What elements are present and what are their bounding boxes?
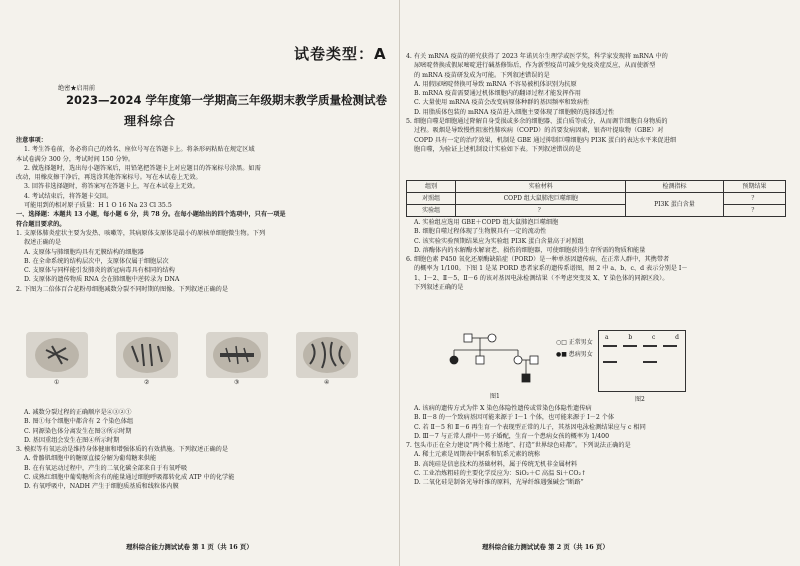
subject-title: 理科综合 [124, 114, 177, 128]
q6-line: 1、Ⅰ－2、Ⅱ－5、Ⅱ－6 的该对基因电泳检测结果（不考虑突变及 X、Y 染色体的同源区段）。 [414, 274, 669, 282]
q2-stem: 2. 下图为二倍体百合花粉母细胞减数分裂不同时期的图像。下列叙述正确的是 [16, 285, 229, 293]
note-line: 可能用到的相对原子质量：H 1 O 16 Na 23 Cl 35.5 [24, 202, 172, 210]
pedigree-male [530, 356, 538, 364]
pedigree-male [464, 334, 472, 342]
q7-option-a: A. 稀土元素是周期表中铜系和钪系元素的统称 [414, 451, 540, 459]
gel-lane-label: b [628, 334, 633, 341]
q7-stem: 7. 包头市正在全力建设“两个稀土基地”、打造“世界绿色硅都”。下列说法正确的是 [406, 442, 631, 450]
table-cell: COPD 组大鼠肺泡巨噬细胞 [456, 193, 626, 205]
table-header: 组别 [407, 181, 456, 193]
gel-band [643, 361, 657, 363]
q6-line: 下列叙述正确的是 [414, 284, 464, 292]
notes-block [16, 136, 396, 294]
gel-lane-label: d [675, 334, 679, 341]
section-heading-2: 符合题目要求的。 [16, 220, 66, 228]
q5-option-b: B. 细胞自噬过程体现了生物膜具有一定的流动性 [414, 228, 547, 236]
footer-page-1: 理科综合能力测试试卷 第 1 页（共 16 页） [126, 543, 253, 551]
left-page [6, 0, 396, 566]
q4-option-a: A. 用假尿嘧啶替换可导致 mRNA 不容易被机体识别为抗原 [414, 80, 577, 88]
q2-figure-row [26, 332, 396, 386]
q4-option-d: D. 用脂质体包装的 mRNA 疫苗进入细胞主要体现了细胞膜的选择透过性 [414, 108, 615, 116]
q5-option-c: C. 该实验实验预期结果应为实验组 PI3K 蛋白含量高于对照组 [414, 237, 584, 245]
cell-image-1 [26, 332, 88, 378]
gel-lane-labels [605, 333, 679, 342]
q6-options-q7-block [406, 404, 786, 488]
q5-line: 胞自噬，为验证上述机制设计实验如下表。下列叙述错误的是 [414, 145, 582, 153]
cell-image-3 [206, 332, 268, 378]
table-header: 检测指标 [626, 181, 724, 193]
cell-image-2 [116, 332, 178, 378]
note-line: 改动，用橡皮擦干净后，再选涂其他答案标号。写在本试卷上无效。 [16, 174, 202, 182]
section-heading: 一、选择题：本题共 13 小题，每小题 6 分，共 78 分。在每小题给出的四个选项中，只有一项是 [16, 211, 286, 219]
q3-option-c: C. 成熟红细胞中葡萄糖所含有的能量通过细胞呼吸都转化成 ATP 中的化学能 [24, 474, 235, 482]
table-cell: ？ [723, 205, 785, 217]
q5-options-q6-block [406, 218, 786, 292]
q1-stem-2: 叙述正确的是 [24, 239, 62, 247]
q2-q3-block [16, 408, 396, 492]
cell-label: ③ [234, 379, 240, 386]
footer-page-2: 理科综合能力测试试卷 第 2 页（共 16 页） [482, 543, 609, 551]
table-row [407, 205, 786, 217]
q2-option-d: D. 基因重组会发生在图④所示时期 [24, 436, 120, 444]
q3-stem: 3. 模拟等有氧运动是维持身体健康和增强体质的有效措施。下列叙述正确的是 [16, 446, 229, 454]
gel-band [663, 345, 677, 347]
q1-option-b: B. 在全命系统的结构层次中，支原体仅属于细胞层次 [24, 257, 169, 265]
exam-title: 2023—2024 学年度第一学期高三年级期末教学质量检测试卷 [66, 93, 388, 107]
note-line: 4. 考试结束后，将答题卡交回。 [24, 192, 113, 200]
q3-option-d: D. 有氧呼吸中，NADH 产生于细胞质基质和线粒体内膜 [24, 483, 179, 491]
q3-option-a: A. 骨骼肌细胞中的糖原直接分解为葡萄糖来供能 [24, 455, 157, 463]
q5-line: 过程。吸烟是导致慢性阻塞性肺疾病（COPD）的首要发病因素，银杏叶提取物（GBE）对 [414, 127, 664, 135]
right-page [404, 0, 796, 566]
cell-label: ① [54, 379, 60, 386]
notes-heading: 注意事项： [16, 137, 47, 144]
pedigree-male [476, 356, 484, 364]
pedigree-svg [444, 330, 554, 394]
fig2-label: 图2 [635, 396, 645, 403]
q1-option-a: A. 支原体与肺细胞均具有无膜结构的细胞器 [24, 248, 144, 256]
pedigree-female [488, 334, 496, 342]
gel-lane-label: a [605, 334, 609, 341]
legend-affected: ●■ 患病男女 [556, 351, 593, 358]
note-line: 3. 回答非选择题时，将答案写在答题卡上，写在本试卷上无效。 [24, 183, 199, 191]
q4-stem: 4. 有关 mRNA 疫苗的研究获得了 2023 年诺贝尔生理学或医学奖，科学家发现将 mRNA 中的 [406, 53, 668, 60]
cell-label: ④ [324, 379, 330, 386]
q6-option-b: B. Ⅱ－8 的一个致病基因可能来源于 Ⅰ－1 个体，也可能来源于 Ⅰ－2 个体 [414, 414, 615, 422]
table-row [407, 193, 786, 205]
q5-line: 5. 细胞自噬是细胞通过降解自身受损或多余的细胞器、蛋白质等成分，从而调节细胞自身物质的 [406, 118, 668, 126]
cell-label: ② [144, 379, 150, 386]
q6-option-d: D. Ⅲ－7 与正常人群中一男子婚配，生育一个患病女孩的概率为 1/400 [414, 432, 610, 440]
pedigree-affected-male [522, 374, 530, 382]
pedigree-female [514, 356, 522, 364]
q4-block [406, 52, 786, 154]
q6-option-c: C. 若 Ⅱ－5 和 Ⅱ－6 再生育一个表现型正常的儿子，其基因电泳检测结果应与 c 相同 [414, 423, 646, 431]
gel-band [643, 345, 657, 347]
q2-option-a: A. 减数分裂过程的正确顺序是④③②① [24, 409, 132, 416]
table-cell: ？ [456, 205, 626, 217]
fig1-label: 图1 [490, 393, 500, 400]
note-line: 2. 做选择题时，选出每小题答案后，用铅笔把答题卡上对应题目的答案标号涂黑。如需 [24, 164, 261, 172]
q4-stem-3: 的 mRNA 疫苗研发成为可能。下列叙述错误的是 [414, 71, 550, 79]
gel-band [603, 345, 617, 347]
q4-stem-2: 尿嘧啶替换成假尿嘧啶进行碱基修饰后，作为新型疫苗可减少免疫炎症反应，从而使新型 [414, 62, 656, 70]
table-header: 实验材料 [456, 181, 626, 193]
q5-option-a: A. 实验组应选用 GBE＋COPD 组大鼠肺泡巨噬细胞 [414, 219, 559, 226]
q5-option-d: D. 溶酶体内的水解酶水解衰老、损伤的细胞器，可使细胞获得生存所需的物质和能量 [414, 246, 646, 254]
table-cell: PI3K 蛋白含量 [626, 193, 724, 217]
table-cell: ？ [723, 193, 785, 205]
q4-option-c: C. 大量使用 mRNA 疫苗会改变病原体种群的基因频率和致病性 [414, 99, 590, 107]
q6-option-a: A. 该病的遗传方式为伴 X 染色体隐性遗传或常染色体隐性遗传病 [414, 405, 592, 412]
table-header: 预期结果 [723, 181, 785, 193]
q4-option-b: B. mRNA 疫苗需要通过机体细胞内的翻译过程才能发挥作用 [414, 90, 581, 98]
q7-option-b: B. 高纯硅是信息技术的基础材料，属于传统无机非金属材料 [414, 460, 578, 468]
table-header-row [407, 181, 786, 193]
q6-line: 6. 细胞色素 P450 氧化还原酶缺陷症（PORD）是一种单基因遗传病，在正常人群中，其携带者 [406, 256, 670, 264]
secret-mark: 绝密★启用前 [58, 85, 96, 92]
q3-option-b: B. 在有氧运动过程中，产生的二氧化碳全部来自于有氧呼吸 [24, 464, 188, 472]
pedigree-chart [444, 330, 624, 400]
cell-image-4 [296, 332, 358, 378]
q7-option-c: C. 工业冶炼粗硅的主要化学反应为：SiO₂＋C 高温 Si＋CO₂↑ [414, 470, 587, 478]
gel-band [603, 361, 617, 363]
table-cell: 实验组 [407, 205, 456, 217]
q2-option-c: C. 同源染色体分离发生在图③所示时期 [24, 427, 132, 435]
q6-line: 的概率为 1/100。下图 1 是某 PORD 患者家系的遗传系谱图，图 2 中 a、b、c、d 表示分别是 Ⅰ－ [414, 265, 688, 273]
q5-experiment-table [406, 180, 786, 217]
pedigree-affected-female [450, 356, 458, 364]
gel-band [623, 345, 637, 347]
legend-normal: ○□ 正常男女 [556, 339, 593, 346]
page-divider [399, 0, 400, 566]
q7-option-d: D. 二氧化硅是制备光导纤维的原料，光导纤维遇强碱会“断路” [414, 479, 584, 487]
q5-line: COPD 具有一定的治疗效果，机制是 GBE 通过抑制巨噬细胞内 PI3K 蛋白的表达水平来促进细 [414, 136, 677, 144]
q2-option-b: B. 图①每个细胞中都含有 2 个染色体组 [24, 418, 134, 426]
q1-option-c: C. 支原体与同样能引发肺炎的新冠病毒具有相同的结构 [24, 267, 175, 275]
q1-stem: 1. 支原体肺炎症状主要为发热、咳嗽等，其病原体支原体是最小的原核单细胞微生物。下列 [16, 229, 266, 237]
note-line: 本试卷满分 300 分，考试时间 150 分钟。 [16, 155, 135, 163]
q1-option-d: D. 支原体的遗传物质 RNA 会在肺细胞中逆转录为 DNA [24, 276, 180, 284]
table-cell: 对照组 [407, 193, 456, 205]
note-line: 1. 考生答卷前，务必将自己的姓名、座位号写在答题卡上。将条形码粘贴在规定区域 [24, 146, 255, 154]
electrophoresis-gel [598, 330, 686, 403]
exam-type-label: 试卷类型：A [294, 45, 387, 63]
gel-lane-label: c [651, 334, 656, 341]
